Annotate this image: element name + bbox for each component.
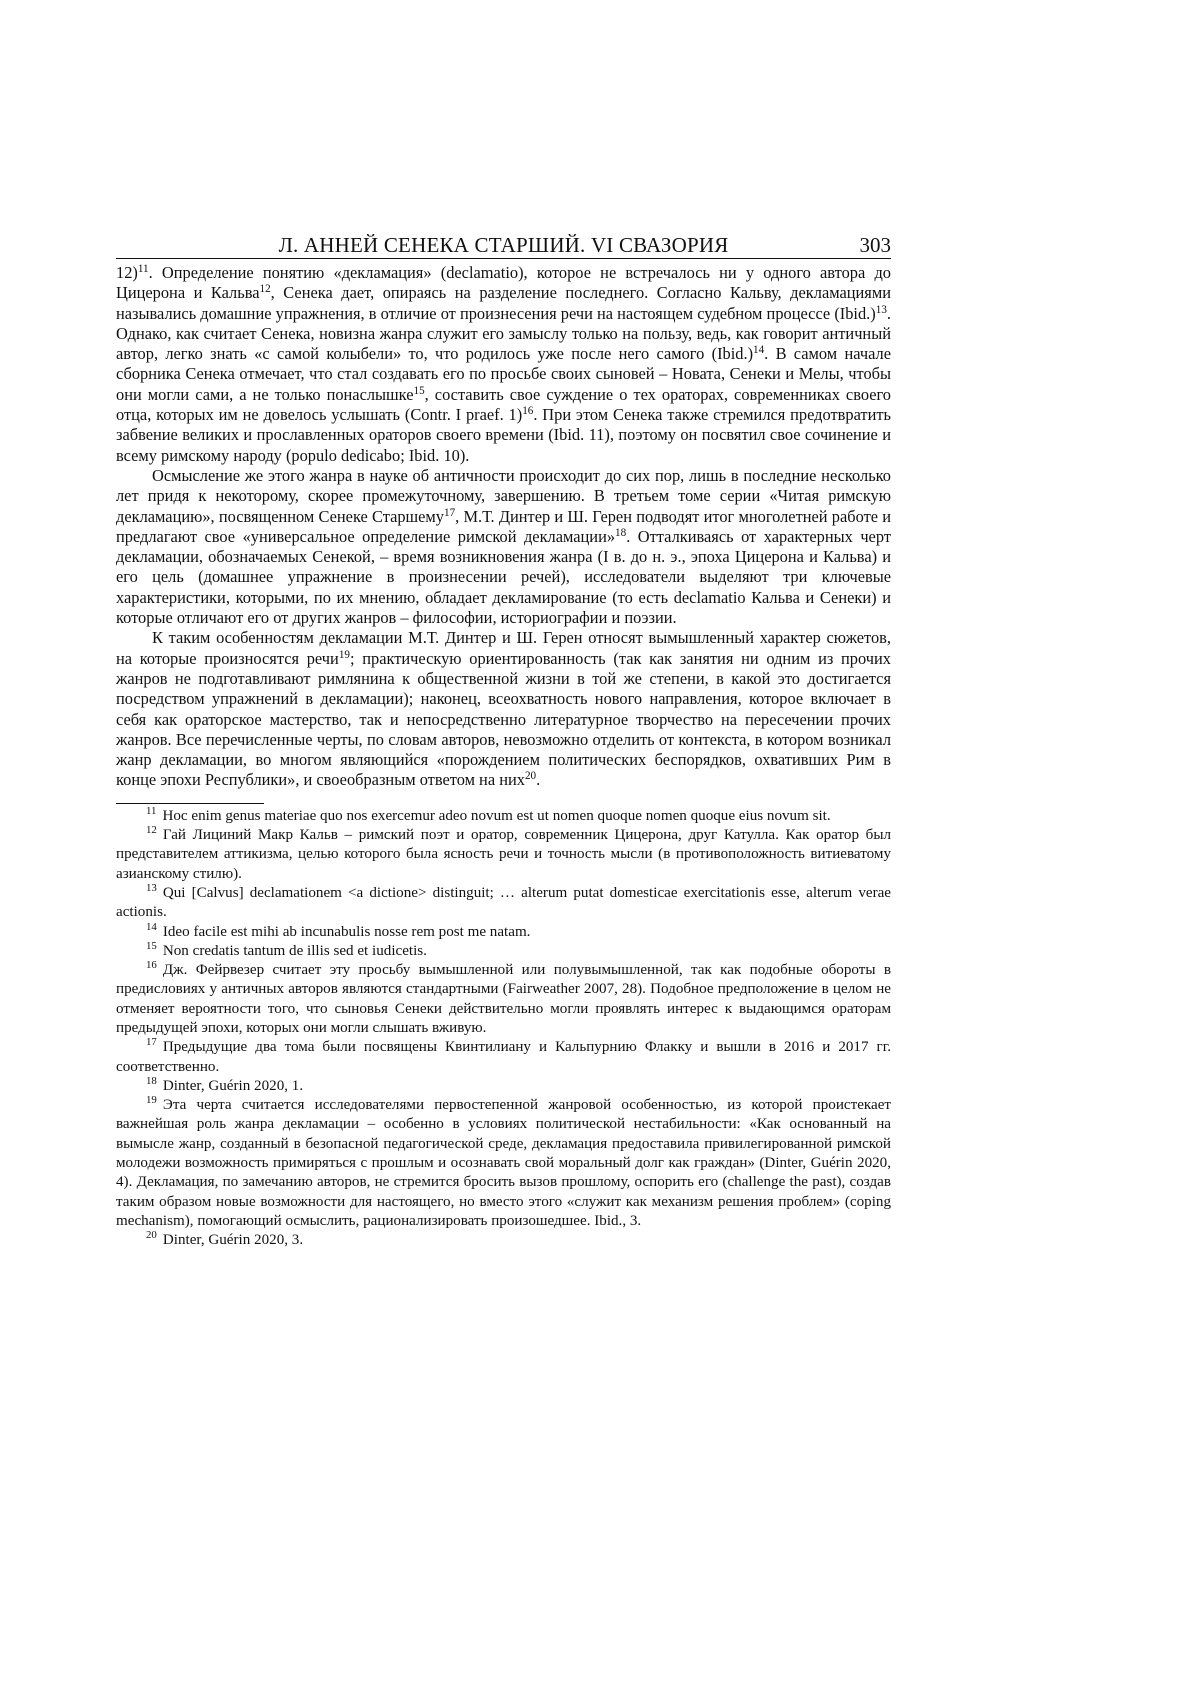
text-run: . В самом начале сборника Сенека отмечает, что стал создавать его по просьбе своих сыновей – Новата, Сенеки и Мелы, чтобы они могли сами, а не только понаслышке	[116, 344, 891, 404]
footnote-text: Non credatis tantum de illis sed et iudicetis.	[162, 942, 427, 959]
footnote	[116, 881, 891, 923]
paragraph	[116, 263, 891, 466]
main-text	[116, 263, 891, 791]
footnote-text: Ideo facile est mihi ab incunabulis nosse rem post me natam.	[162, 923, 531, 940]
footnote-ref: 19	[338, 648, 350, 661]
footnote-ref: 18	[615, 526, 627, 539]
footnote	[116, 939, 891, 961]
text-run: . Отталкиваясь от характерных черт декламации, обозначаемых Сенекой, – время возникновения жанра (I в. до н. э., эпоха Цицерона и Кальва) и его цель (домашнее упражнение в произнесении речей), исследователи выделяют три ключевые характеристики, которыми, по их мнению, обладает декламирование (то есть declamatio Кальва и Сенеки) и которые отличают его от других жанров – философии, историографии и поэзии.	[116, 526, 891, 628]
page-number: 303	[859, 233, 891, 257]
footnote-text: Dinter, Guérin 2020, 3.	[162, 1232, 304, 1249]
text-run: .	[536, 770, 541, 790]
page	[116, 232, 891, 1251]
footnote-ref: 17	[444, 506, 456, 519]
running-title: Л. АННЕЙ СЕНЕКА СТАРШИЙ. VI СВАЗОРИЯ	[278, 233, 729, 257]
text-run: , составить свое суждение о тех ораторах, современниках своего отца, которых им не довелось услышать (Contr. I praef. 1)	[116, 384, 892, 425]
text-run: ; практическую ориентированность (так как занятия ни одним из прочих жанров не подготавливают римлянина к общественной жизни в той же степени, в какой это достигается посредством упражнений в декламации); наконец, всеохватность нового направления, которое включает в себя как ораторское мастерство, так и непосредственно литературное творчество на пересечении прочих жанров. Все перечисленные черты, по словам авторов, невозможно отделить от контекста, в котором возникал жанр декламации, во многом являющийся «порождением политических беспорядков, охвативших Рим в конце эпохи Республики», и своеобразным ответом на них	[116, 648, 891, 790]
paragraph	[116, 466, 891, 628]
footnote-number: 11	[146, 804, 157, 817]
text-run: , Сенека дает, опираясь на разделение последнего. Согласно Кальву, декламациями назывались домашние упражнения, в отличие от произнесения речи на настоящем судебном процессе (Ibid.)	[116, 283, 891, 323]
paragraph	[116, 628, 891, 790]
footnote-number: 12	[146, 824, 157, 837]
footnote-text: Hoc enim genus materiae quo nos exercemur adeo novum est ut nomen quoque nomen quoque eius novum sit.	[162, 807, 831, 824]
footnote-ref: 11	[137, 262, 149, 275]
footnote-number: 15	[146, 939, 157, 952]
footnote-text: Предыдущие два тома были посвящены Квинтилиану и Кальпурнию Флакку и вышли в 2016 и 2017 гг. соответственно.	[116, 1039, 891, 1075]
text-run: , М.Т. Динтер и Ш. Герен подводят итог многолетней работе и предлагают свое «универсальное определение римской декламации»	[116, 506, 891, 546]
footnote-ref: 12	[259, 283, 271, 296]
footnote-ref: 20	[524, 770, 537, 783]
text-run: К таким особенностям декламации М.Т. Динтер и Ш. Герен относят вымышленный характер сюжетов, на которые произносятся речи	[116, 628, 891, 668]
footnote	[116, 826, 891, 884]
footnote-divider	[116, 803, 264, 804]
footnote-text: Гай Лициний Макр Кальв – римский поэт и оратор, современник Цицерона, друг Катулла. Как оратор был представителем аттикизма, целью которого была ясность речи и точность мысли (в противоположность витиеватому азианскому стилю).	[116, 827, 891, 882]
footnote-text: Qui [Calvus] declamationem <a dictione> distinguit; … alterum putat domesticae exercitationis esse, alterum verae actionis.	[116, 884, 891, 921]
footnote-number: 18	[146, 1074, 157, 1087]
footnote	[116, 804, 891, 826]
footnote-number: 17	[146, 1036, 157, 1049]
footnote-text: Дж. Фейрвезер считает эту просьбу вымышленной или полувымышленной, так как подобные обороты в предисловиях у античных авторов являются стандартными (Fairweather 2007, 28). Подобное предположение в целом не отменяет вероятности того, что сыновья Сенеки действительно могли проявлять интерес к выдающимся ораторам предыдущей эпохи, которых они могли слышать вживую.	[116, 962, 891, 1036]
footnote-text: Dinter, Guérin 2020, 1.	[162, 1077, 304, 1094]
footnote-ref: 16	[522, 404, 534, 417]
footnote	[116, 961, 891, 1038]
footnote-ref: 15	[413, 384, 425, 397]
footnote	[116, 1038, 891, 1077]
text-run: 12)	[116, 263, 138, 282]
footnote	[116, 1074, 891, 1096]
footnote	[116, 1231, 891, 1250]
footnote-number: 20	[146, 1229, 157, 1242]
footnote	[116, 1096, 891, 1231]
footnotes	[116, 804, 891, 1251]
text-run: . Однако, как считает Сенека, новизна жанра служит его замыслу только на пользу, ведь, как говорит античный автор, легко знать «с самой колыбели» то, что родилось уже после него самого (Ibid.)	[116, 303, 891, 364]
footnote	[116, 920, 891, 942]
running-head	[116, 232, 891, 259]
footnote-number: 19	[146, 1094, 157, 1107]
footnote-number: 14	[146, 920, 157, 933]
text-run: Осмысление же этого жанра в науке об античности происходит до сих пор, лишь в последние несколько лет придя к некоторому, скорее промежуточному, завершению. В третьем томе серии «Читая римскую декламацию», посвященном Сенеке Старшему	[116, 465, 891, 526]
footnote-ref: 13	[875, 303, 887, 316]
footnote-number: 13	[146, 881, 157, 894]
text-run: . При этом Сенека также стремился предотвратить забвение великих и прославленных ораторов своего времени (Ibid. 11), поэтому он посвятил свое сочинение и всему римскому народу (populo dedicabo; Ibid. 10).	[116, 405, 892, 465]
text-run: . Определение понятию «декламация» (declamatio), которое не встречалось ни у одного автора до Цицерона и Кальва	[116, 263, 891, 303]
footnote-ref: 14	[753, 344, 765, 357]
footnote-number: 16	[146, 959, 157, 972]
footnote-text: Эта черта считается исследователями первостепенной жанровой особенностью, из которой проистекает важнейшая роль жанра декламации – особенно в условиях политической нестабильности: «Как основанный на вымысле жанр, созданный в безопасной педагогической среде, декламация предоставила привилегированной римской молодежи возможность примиряться с прошлым и осознавать свой моральный долг как граждан» (Dinter, Guérin 2020, 4). Декламация, по замечанию авторов, не стремится бросить вызов прошлому, оспорить его (challenge the past), создав таким образом новые возможности для настоящего, но вместо этого «служит как механизм решения проблем» (coping mechanism), помогающий осмыслить, рационализировать произошедшее. Ibid., 3.	[116, 1097, 891, 1229]
